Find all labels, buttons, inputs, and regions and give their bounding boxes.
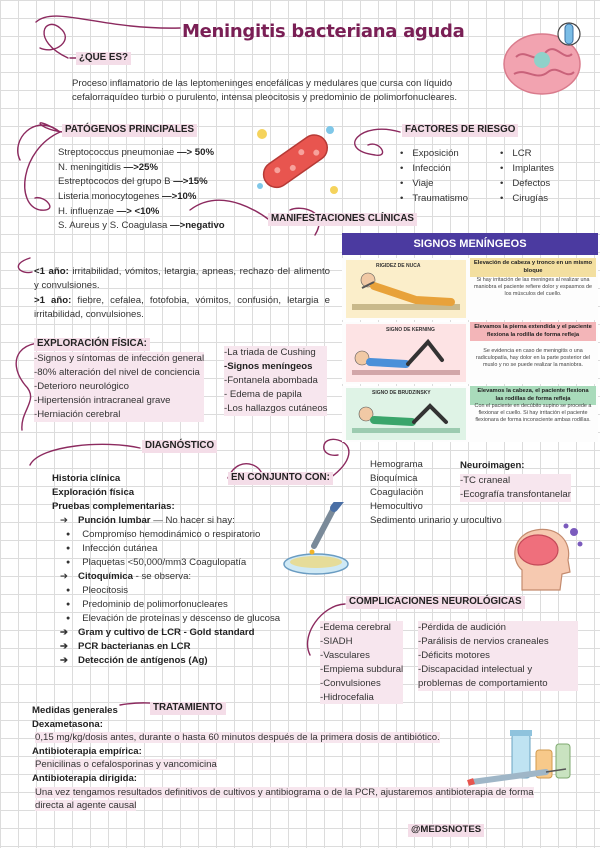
complicaciones-list-2: [418, 621, 578, 691]
pcr-bacterianas: ➔ PCR bacterianas en LCR: [60, 640, 280, 654]
dexametasona-text: 0,15 mg/kg/dosis antes, durante o hasta 60 minutos después de la primera dosis de antibiótico.: [35, 732, 440, 744]
factores-heading: FACTORES DE RIESGO: [402, 124, 518, 137]
conjunto-heading: EN CONJUNTO CON:: [228, 472, 333, 485]
gram-cultivo: ➔ Gram y cultivo de LCR - Gold standard: [60, 626, 280, 640]
list-item: - Edema de papila: [224, 388, 327, 402]
list-item: -80% alteración del nivel de conciencia: [34, 366, 204, 380]
complicaciones-heading: COMPLICACIONES NEUROLÓGICAS: [346, 596, 525, 609]
list-item: ● Infección cutánea: [52, 542, 280, 556]
list-item: Listeria monocytogenes —>10%: [58, 191, 197, 203]
list-item: -SIADH: [320, 635, 403, 649]
list-item: -Déficits motores: [418, 649, 578, 663]
que-es-text: Proceso inflamatorio de las leptomeninges encefálicas y medulares que cursa con líquido cefalorraquídeo turbio o purulento, intensa pleocitosis y predominio de polimorfonucleares.: [72, 78, 458, 103]
list-item: • Defectos: [492, 176, 554, 191]
signo-title: Elevamos la pierna extendida y el paciente flexiona la rodilla de forma refleja: [470, 322, 596, 341]
brain-icon: [496, 12, 588, 104]
exploracion-list-1: [34, 352, 204, 422]
list-item: • Viaje: [392, 176, 468, 191]
list-item: • Exposición: [392, 146, 468, 161]
list-item: -Ecografía transfontanelar: [460, 488, 571, 500]
puncion-lumbar: ➔ Punción lumbar — No hacer si hay:: [60, 514, 280, 528]
list-item: -Hidrocefalia: [320, 691, 403, 705]
bacteria-icon: [250, 120, 342, 200]
manifestaciones-gt1: >1 año: fiebre, cefalea, fotofobia, vómitos, confusión, letargia e irritabilidad, convulsiones.: [34, 295, 330, 320]
head-brain-icon: [502, 520, 584, 596]
signo-text: Se evidencia en caso de meningitis o una radiculopatía, hay dolor en la parte posterior del muslo y no se puede realizar la maniobra.: [475, 348, 591, 369]
petri-dish-icon: [272, 502, 372, 580]
empirica-text: Penicilinas o cefalosporinas y vancomicina: [35, 759, 217, 771]
vials-syringe-icon: [466, 728, 586, 790]
patogenos-heading: PATÓGENOS PRINCIPALES: [62, 124, 197, 137]
list-item: ● Pleocitosis: [52, 584, 280, 598]
list-item: Bioquímica: [370, 472, 418, 484]
signo-brudzinsky-card: [342, 386, 598, 442]
factores-list-1: [392, 146, 468, 207]
list-item: -Edema cerebral: [320, 621, 403, 635]
list-item: ● Plaquetas <50,000/mm3 Coagulopatía: [52, 556, 280, 570]
neuroimagen-heading: Neuroimagen:: [460, 460, 525, 471]
list-item: • LCR: [492, 146, 554, 161]
list-item: -Discapacidad intelectual y problemas de comportamiento: [418, 663, 578, 691]
list-item: H. influenzae —> <10%: [58, 205, 160, 217]
list-item: -TC craneal: [460, 474, 571, 488]
citoquimica: ➔ Citoquímica - se observa:: [60, 570, 280, 584]
list-item: Streptococcus pneumoniae —> 50%: [58, 147, 215, 158]
list-item: S. Aureus y S. Coagulasa —>negativo: [58, 220, 225, 232]
list-item: N. meningitidis —>25%: [58, 161, 158, 173]
diagnostico-pruebas: Pruebas complementarias:: [52, 501, 175, 512]
list-item: ● Elevación de proteínas y descenso de glucosa: [52, 612, 280, 626]
list-item: -Vasculares: [320, 649, 403, 663]
list-item: -Pérdida de audición: [418, 621, 578, 635]
list-item: -Signos y síntomas de infección general: [34, 353, 205, 364]
list-item: Hemograma: [370, 459, 423, 470]
manifestaciones-lt1: <1 año: irritabilidad, vómitos, letargia, apneas, rechazo del alimento y convulsiones.: [34, 266, 330, 291]
signo-title: Elevación de cabeza y tronco en un mismo bloque: [470, 258, 596, 277]
neuroimagen-list: [460, 474, 571, 502]
list-item: • Cirugías: [492, 191, 554, 206]
dirigida-label: Antibioterapia dirigida:: [32, 773, 138, 785]
dexametasona-label: Dexametasona:: [32, 718, 103, 730]
signo-text: Si hay irritación de las meninges al realizar una maniobra el paciente refiere dolor y espasmos de los músculos del cuello.: [473, 277, 593, 298]
footer-handle: @MEDSNOTES: [408, 824, 484, 837]
list-item: ● Predominio de polimorfonucleares: [52, 598, 280, 612]
list-item: • Implantes: [492, 161, 554, 176]
tratamiento-heading: TRATAMIENTO: [150, 702, 226, 715]
list-item: -Los hallazgos cutáneos: [224, 402, 328, 414]
list-item: -Herniación cerebral: [34, 408, 204, 422]
exploracion-list-2: [224, 346, 327, 416]
list-item: -Convulsiones: [320, 677, 403, 691]
list-item: Sedimento urinario y urocultivo: [370, 514, 502, 526]
deteccion-antigenos: ➔ Detección de antígenos (Ag): [60, 654, 280, 668]
signo-label: SIGNO DE KERNING: [386, 327, 435, 333]
signos-banner: SIGNOS MENÍNGEOS: [342, 233, 598, 255]
list-item: -Parálisis de nervios craneales: [418, 635, 578, 649]
diagnostico-historia: Historia clínica: [52, 473, 121, 484]
dirigida-text: Una vez tengamos resultados definitivos de cultivos y antibiograma o de la PCR, ajustaremos antibioterapia de forma directa al agente causal: [35, 786, 534, 812]
signo-kerning-card: [342, 322, 598, 384]
list-item: • Traumatismo: [392, 191, 468, 206]
signo-text: Con el paciente en decúbito supino se procede a flexionar el cuello. Si hay irritación el paciente flexionara de forma inconsciente ambas rodillas.: [474, 403, 592, 424]
list-item: -La triada de Cushing: [224, 346, 327, 360]
signo-title: Elevamos la cabeza, el paciente flexiona las rodillas de forma refleja: [470, 386, 596, 405]
list-item: -Fontanela abombada: [224, 374, 327, 388]
page-title: Meningitis bacteriana aguda: [182, 21, 465, 42]
list-item: -Hipertensión intracraneal grave: [34, 394, 204, 408]
diagnostico-block: [52, 472, 280, 668]
signo-rigidez-card: [342, 258, 598, 320]
list-item: -Empiema subdural: [320, 663, 404, 675]
complicaciones-list-1: [320, 621, 403, 704]
list-item: Hemocultivo: [370, 500, 423, 512]
que-es-heading: ¿QUE ES?: [76, 52, 131, 65]
list-item: Estreptococos del grupo B —>15%: [58, 176, 208, 188]
diagnostico-exploracion: Exploración física: [52, 487, 135, 498]
list-item: • Infección: [392, 161, 468, 176]
factores-list-2: [492, 146, 554, 207]
list-item: Coagulación: [370, 486, 424, 498]
manifestaciones-heading: MANIFESTACIONES CLÍNICAS: [268, 213, 417, 226]
list-item: ● Compromiso hemodinámico o respiratorio: [52, 528, 280, 542]
list-item: -Deterioro neurológico: [34, 380, 204, 394]
empirica-label: Antibioterapia empírica:: [32, 745, 142, 757]
signo-label: SIGNO DE BRUDZINSKY: [372, 390, 431, 396]
diagnostico-heading: DIAGNÓSTICO: [142, 440, 217, 453]
exploracion-heading: EXPLORACIÓN FÍSICA:: [34, 338, 150, 351]
patogenos-list: [58, 146, 225, 234]
list-item: -Signos meníngeos: [224, 360, 327, 374]
signo-label: RIGIDEZ DE NUCA: [376, 263, 421, 269]
medidas-generales: Medidas generales: [32, 705, 118, 716]
